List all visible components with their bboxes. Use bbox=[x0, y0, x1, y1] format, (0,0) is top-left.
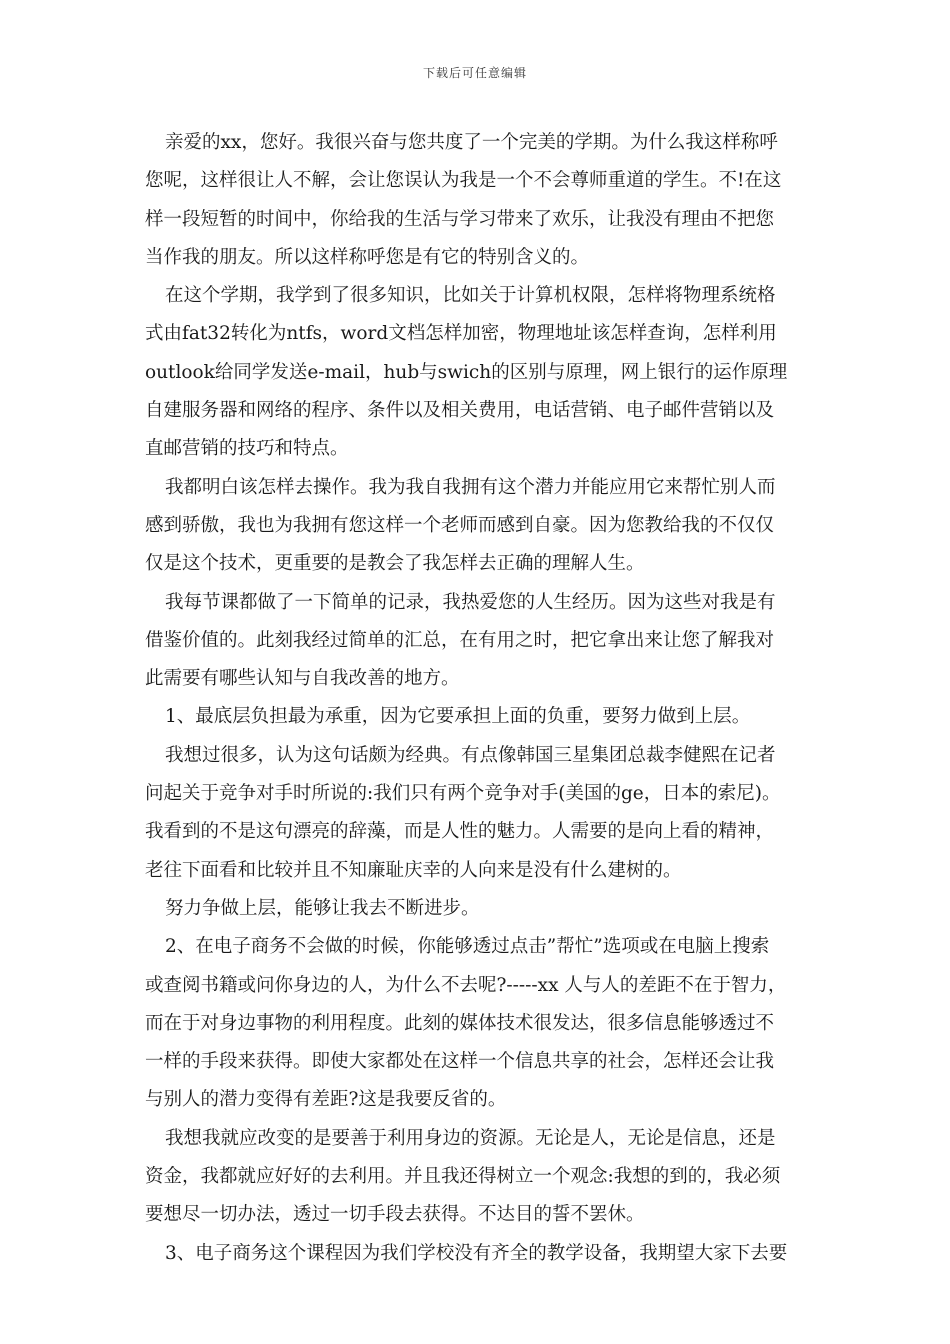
text-line: 我想过很多，认为这句话颇为经典。有点像韩国三星集团总裁李健熙在记者 bbox=[165, 744, 776, 766]
text-line: 此需要有哪些认知与自我改善的地方。 bbox=[145, 668, 460, 690]
text-line: 而在于对身边事物的利用程度。此刻的媒体技术很发达，很多信息能够透过不 bbox=[145, 1012, 775, 1034]
text-line: 资金，我都就应好好的去利用。并且我还得树立一个观念:我想的到的，我必须 bbox=[145, 1166, 781, 1188]
text-line: 要想尽一切办法，透过一切手段去获得。不达目的誓不罢休。 bbox=[145, 1204, 645, 1226]
text-line: outlook给同学发送e-mail，hub与swich的区别与原理，网上银行的运作原理 bbox=[145, 361, 788, 383]
text-line: 我都明白该怎样去操作。我为我自我拥有这个潜力并能应用它来帮忙别人而 bbox=[165, 476, 776, 498]
text-line: 直邮营销的技巧和特点。 bbox=[145, 438, 349, 460]
text-line: 问起关于竞争对手时所说的:我们只有两个竞争对手(美国的ge，日本的索尼)。 bbox=[145, 783, 781, 805]
text-line: 老往下面看和比较并且不知廉耻庆幸的人向来是没有什么建树的。 bbox=[145, 859, 682, 881]
text-line: 在这个学期，我学到了很多知识，比如关于计算机权限，怎样将物理系统格 bbox=[165, 285, 776, 307]
text-line: 您呢，这样很让人不解，会让您误认为我是一个不会尊师重道的学生。不!在这 bbox=[145, 170, 782, 192]
text-line: 我每节课都做了一下简单的记录，我热爱您的人生经历。因为这些对我是有 bbox=[165, 591, 776, 613]
text-line: 样一段短暂的时间中，你给我的生活与学习带来了欢乐，让我没有理由不把您 bbox=[145, 208, 775, 230]
text-line: 借鉴价值的。此刻我经过简单的汇总，在有用之时，把它拿出来让您了解我对 bbox=[145, 629, 775, 651]
text-line: 我看到的不是这句漂亮的辞藻，而是人性的魅力。人需要的是向上看的精神， bbox=[145, 821, 775, 843]
text-line: 感到骄傲，我也为我拥有您这样一个老师而感到自豪。因为您教给我的不仅仅 bbox=[145, 514, 775, 536]
text-line: 亲爱的xx，您好。我很兴奋与您共度了一个完美的学期。为什么我这样称呼 bbox=[165, 132, 778, 153]
text-line: 与别人的潜力变得有差距?这是我要反省的。 bbox=[145, 1089, 507, 1111]
text-line: 或查阅书籍或问你身边的人，为什么不去呢?-----xx 人与人的差距不在于智力， bbox=[145, 974, 787, 996]
document-body bbox=[145, 124, 813, 1273]
text-line: 自建服务器和网络的程序、条件以及相关费用，电话营销、电子邮件营销以及 bbox=[145, 400, 775, 422]
text-line: 我想我就应改变的是要善于利用身边的资源。无论是人，无论是信息，还是 bbox=[165, 1127, 776, 1149]
text-line: 3、电子商务这个课程因为我们学校没有齐全的教学设备，我期望大家下去要 bbox=[165, 1242, 788, 1264]
text-line: 当作我的朋友。所以这样称呼您是有它的特别含义的。 bbox=[145, 246, 590, 268]
text-line: 一样的手段来获得。即使大家都处在这样一个信息共享的社会，怎样还会让我 bbox=[145, 1051, 775, 1073]
text-line: 1、最底层负担最为承重，因为它要承担上面的负重，要努力做到上层。 bbox=[165, 706, 751, 728]
text-line: 仅是这个技术，更重要的是教会了我怎样去正确的理解人生。 bbox=[145, 553, 645, 575]
page-header: 下载后可任意编辑 bbox=[422, 66, 527, 80]
text-line: 式由fat32转化为ntfs，word文档怎样加密，物理地址该怎样查询，怎样利用 bbox=[145, 323, 777, 345]
text-line: 2、在电子商务不会做的时候，你能够透过点击”帮忙”选项或在电脑上搜索 bbox=[165, 936, 770, 958]
text-line: 努力争做上层，能够让我去不断进步。 bbox=[165, 897, 480, 919]
